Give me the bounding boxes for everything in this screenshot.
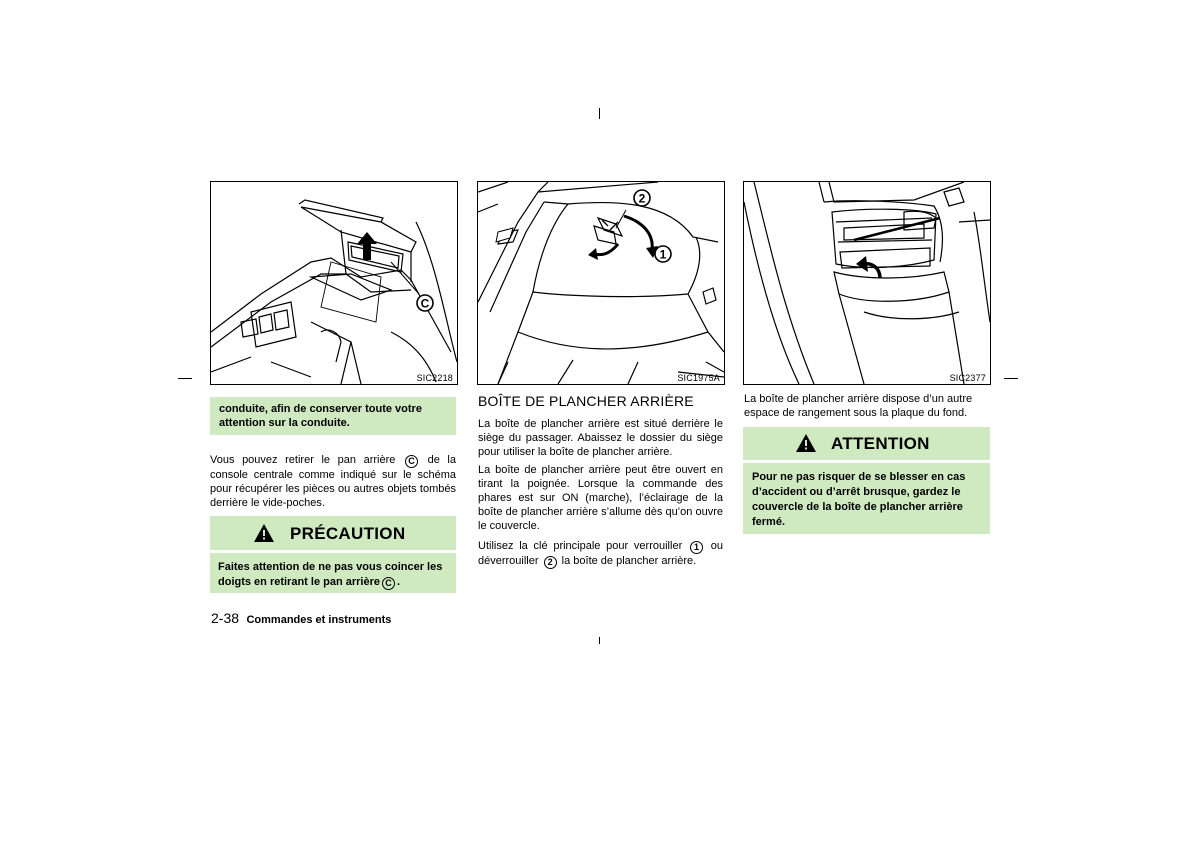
- callout-1-label: 1: [659, 247, 667, 262]
- caution-header: [210, 516, 456, 550]
- section-name: Commandes et instruments: [246, 614, 392, 626]
- caution-body-end: .: [397, 576, 401, 588]
- figure-floor-box-storage: [743, 181, 991, 385]
- lock-text-part2: ou déverrouiller: [478, 540, 724, 567]
- section-title: BOÎTE DE PLANCHER ARRIÈRE: [478, 393, 694, 409]
- callout-2-reference: 2: [544, 556, 557, 569]
- callout-c-reference: C: [382, 577, 395, 590]
- crop-mark-left: [178, 378, 192, 379]
- attention-body: Pour ne pas risquer de se blesser en cas d’accident ou d’arrêt brusque, gardez le couvercle de la boîte de plancher arrière fermé.: [752, 471, 966, 528]
- callout-1-reference: 1: [690, 541, 703, 554]
- crop-mark-right: [1004, 378, 1018, 379]
- caution-body-text: Faites attention de ne pas vous coincer les doigts en retirant le pan arrière: [218, 561, 443, 588]
- storage-paragraph: La boîte de plancher arrière dispose d’un autre espace de rangement sous la plaque du fond.: [744, 393, 973, 419]
- console-panel-paragraph: [210, 453, 456, 510]
- warning-triangle-icon: [253, 523, 275, 543]
- floor-box-illustration: [478, 182, 724, 384]
- floor-box-para-3: [478, 539, 723, 569]
- attention-title: ATTENTION: [831, 434, 930, 453]
- callout-c-label: C: [420, 296, 430, 311]
- console-illustration: [211, 182, 457, 384]
- crop-mark-bottom: [599, 637, 600, 644]
- figure-code: SIC2218: [416, 373, 453, 383]
- attention-header: [743, 427, 990, 460]
- figure-code: SIC1975A: [677, 373, 720, 383]
- caution-body-box: [210, 553, 456, 593]
- attention-body-box: [743, 463, 990, 534]
- figure-floor-box-lock: [477, 181, 725, 385]
- caution-body: [218, 560, 448, 590]
- paragraph-text-part2: de la console centrale comme indiqué sur le schéma pour récupérer les pièces ou autres objets tombés derrière le vide-poches.: [210, 454, 456, 509]
- callout-c-reference: C: [405, 455, 418, 468]
- continued-warning-box: [210, 397, 456, 435]
- floor-box-para-2: La boîte de plancher arrière peut être ouvert en tirant la poignée. Lorsque la commande des phares est sur ON (marche), l’éclairage de la boîte de plancher arrière s’allume dès qu’on ouvre le couvercle.: [478, 464, 723, 532]
- page-number: 2-38: [211, 610, 240, 626]
- storage-illustration: [744, 182, 990, 384]
- warning-triangle-icon: [795, 433, 817, 453]
- page-footer: [211, 610, 391, 628]
- crop-mark-top: [599, 108, 600, 119]
- caution-title: PRÉCAUTION: [290, 524, 406, 543]
- figure-console-rear-panel: [210, 181, 458, 385]
- figure-code: SIC2377: [949, 373, 986, 383]
- lock-text-part3: la boîte de plancher arrière.: [561, 555, 697, 567]
- lock-text-part1: Utilisez la clé principale pour verrouiller: [478, 540, 683, 552]
- paragraph-text-part1: Vous pouvez retirer le pan arrière: [210, 454, 396, 466]
- continued-warning-text: conduite, afin de conserver toute votre attention sur la conduite.: [219, 403, 422, 429]
- floor-box-para-1: La boîte de plancher arrière est situé derrière le siège du passager. Abaissez le dossier du siège pour utiliser la boîte de plancher arrière.: [478, 418, 723, 458]
- callout-2-label: 2: [638, 191, 646, 206]
